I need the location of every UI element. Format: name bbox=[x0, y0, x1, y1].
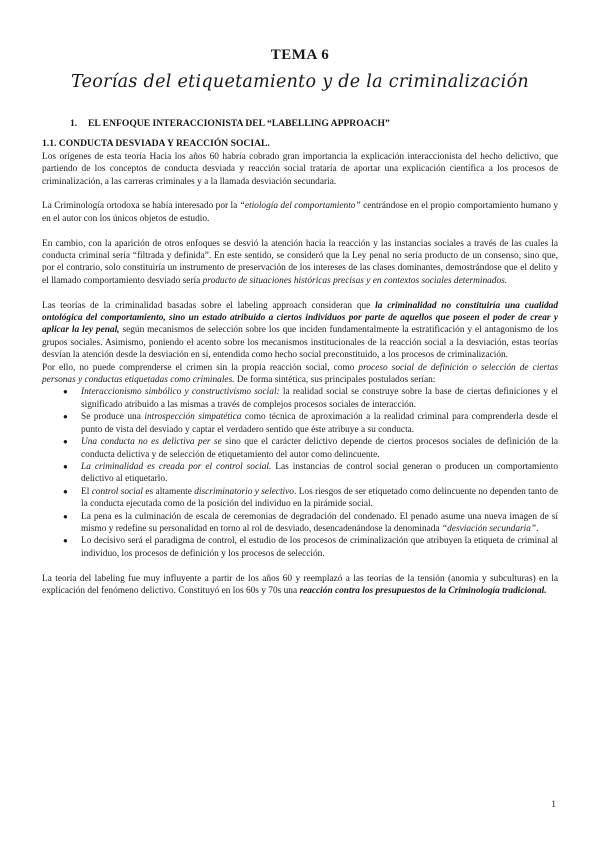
text-run: La pena es la culminación de escala de ceremonias de degradación del condenado. El penado asume una nueva imagen de sí mismo y redefine su personalidad en torno al rol de desviado, desencadenándose la denominada bbox=[81, 511, 558, 534]
bullet-icon: ● bbox=[63, 387, 68, 397]
list-item bbox=[42, 461, 558, 486]
list-item bbox=[42, 486, 558, 511]
page-number: 1 bbox=[551, 800, 556, 810]
italic-run: Interaccionismo simbólico y constructivismo social: bbox=[81, 387, 280, 398]
bullet-icon: ● bbox=[63, 461, 68, 471]
paragraph-orthodox bbox=[42, 200, 558, 225]
italic-run: introspección simpatética bbox=[144, 412, 242, 423]
text-run: Las teorías de la criminalidad basadas sobre el labeling approach consideran que bbox=[42, 300, 376, 311]
paragraph-origins: Los orígenes de esta teoría Hacia los años 60 habría cobrado gran importancia la explicación interaccionista del hecho delictivo, que partiendo de los conceptos de conducta desviada y reacción social trataría de aportar una explicación científica a los procesos de criminalización, a las carreras criminales y a la llamada desviación secundaria. bbox=[42, 151, 558, 187]
bullet-icon: ● bbox=[63, 437, 68, 447]
text-run: según mecanismos de selección sobre los que inciden fundamentalmente la estratificación y el antagonismo de los grupos sociales. Asimismo, poniendo el acento sobre los mecanismos institucionales de la reacción social a la desviación, estas teorías desvían la atención desde la desviación en sí, entendida como hecho social preconstituido, a los procesos de criminalización. bbox=[42, 325, 558, 361]
italic-run: discriminatorio y selectivo bbox=[194, 486, 294, 497]
bold-italic-run: la criminalidad no constituiría una cualidad ontológica del comportamiento, sino un estado atribuido a ciertos individuos por parte de aquellos que poseen el poder de crear y aplicar la ley penal, bbox=[42, 300, 559, 336]
text-run: la realidad social se construye sobre la base de ciertas definiciones y el significado atribuido a las mismas a través de complejos procesos sociales de interacción. bbox=[81, 387, 558, 410]
bullet-icon: ● bbox=[63, 511, 68, 521]
chapter-heading: TEMA 6 bbox=[270, 47, 330, 63]
text-run: Lo decisivo será el paradigma de control, el estudio de los procesos de criminalización que atribuyen la etiqueta de criminal al individuo, los procesos de definición y los procesos de selección. bbox=[81, 536, 558, 559]
text-run: El bbox=[81, 486, 92, 497]
chapter-subtitle: Teorías del etiquetamiento y de la criminalización bbox=[71, 72, 529, 92]
bullet-icon: ● bbox=[63, 412, 68, 422]
paragraph-labeling-theories bbox=[42, 300, 558, 362]
text-run: centrándose en el propio comportamiento humano y en el autor con los únicos objetos de estudio. bbox=[42, 201, 558, 224]
paragraph-other-approaches bbox=[42, 238, 558, 288]
italic-run: producto de situaciones históricas precisas y en contextos sociales determinados. bbox=[202, 275, 508, 286]
text-run: De forma sintética, sus principales postulados serían: bbox=[234, 375, 436, 386]
paragraph-postulates-intro bbox=[42, 362, 558, 387]
italic-run: proceso social de definición o selección de ciertas personas y conductas etiquetadas como criminales. bbox=[42, 362, 559, 386]
bullet-icon: ● bbox=[63, 486, 68, 496]
text-run: Se produce una bbox=[81, 412, 145, 423]
section-number: 1. bbox=[70, 118, 78, 129]
section-heading bbox=[70, 118, 558, 130]
document-body bbox=[42, 118, 558, 597]
italic-run: “etiología del comportamiento” bbox=[239, 201, 361, 212]
list-item bbox=[42, 535, 558, 560]
postulates-list bbox=[42, 386, 558, 560]
text-run: En cambio, con la aparición de otros enfoques se desvió la atención hacia la reacción y las instancias sociales a través de las cuales la conducta criminal sería “filtrada y definida”. En este sentido, se consideró que la Ley penal no sería producto de un consenso, sino que, por el contrario, solo constituiría un instrumento de preservación de los intereses de las clases dominantes, demostrándose que el delito y el llamado comportamiento desviado sería bbox=[42, 238, 558, 286]
list-item bbox=[42, 436, 558, 461]
italic-run: “desviación secundaria” bbox=[441, 523, 537, 534]
list-item bbox=[42, 511, 558, 536]
text-run: Por ello, no puede comprenderse el crimen sin la propia reacción social, como bbox=[42, 362, 359, 373]
italic-run: Una conducta no es delictiva per se bbox=[81, 437, 222, 448]
italic-run: control social bbox=[91, 486, 144, 497]
paragraph-influence bbox=[42, 573, 558, 598]
text-run: La Criminología ortodoxa se había interesado por la bbox=[42, 201, 240, 212]
subsection-heading: 1.1. CONDUCTA DESVIADA Y REACCIÓN SOCIAL. bbox=[42, 138, 270, 150]
text-run: . Los riesgos de ser etiquetado como delincuente no dependen tanto de la conducta ejecutada como de la posición del individuo en la pirámide social. bbox=[81, 486, 559, 510]
bold-italic-run: reacción contra los presupuestos de la Criminología tradicional. bbox=[299, 585, 547, 596]
text-run: es altamente bbox=[143, 486, 195, 497]
text-run: La teoría del labeling fue muy influyente a partir de los años 60 y reemplazó a las teorías de la tensión (anomia y subculturas) en la explicación del fenómeno delictivo. Constituyó en los 60s y 70s una bbox=[42, 573, 558, 596]
bullet-icon: ● bbox=[63, 536, 68, 546]
list-item bbox=[42, 386, 558, 411]
list-item bbox=[42, 411, 558, 436]
text-run: Las instancias de control social generan o producen un comportamiento delictivo al etiquetarlo. bbox=[81, 461, 558, 485]
text-run: como técnica de aproximación a la realidad criminal para comprenderla desde el punto de vista del desviado y captar el verdadero sentido que éste atribuye a su conducta. bbox=[81, 412, 558, 435]
italic-run: La criminalidad es creada por el control social. bbox=[81, 461, 272, 472]
text-run: sino que el carácter delictivo depende de ciertos procesos sociales de definición de la conducta delictiva y de selección de etiquetamiento del autor como delincuente. bbox=[81, 437, 558, 460]
text-run: . bbox=[536, 523, 539, 534]
section-title: EL ENFOQUE INTERACCIONISTA DEL “LABELLING APPROACH” bbox=[88, 118, 390, 129]
